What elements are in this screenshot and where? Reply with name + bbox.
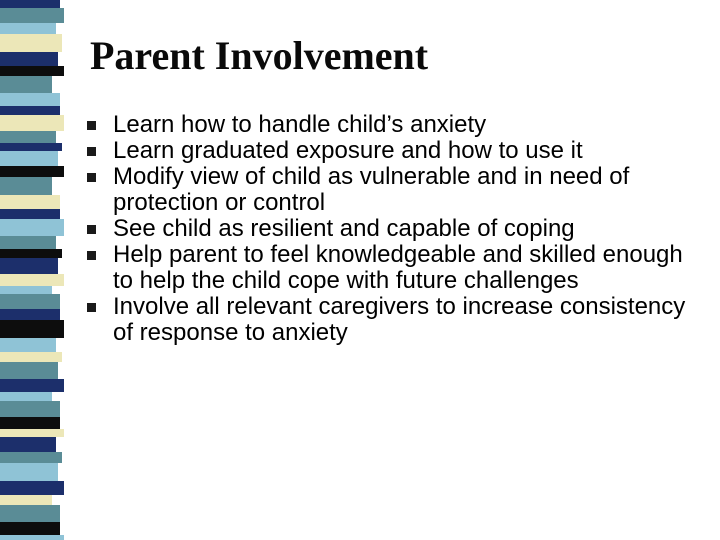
bullet-text: See child as resilient and capable of coping bbox=[113, 215, 575, 242]
decorative-side-stripes bbox=[0, 0, 64, 540]
decorative-stripe bbox=[0, 495, 52, 505]
decorative-stripe bbox=[0, 236, 56, 249]
decorative-stripe bbox=[0, 362, 58, 379]
bullet-item bbox=[85, 112, 695, 138]
bullet-text: Learn graduated exposure and how to use it bbox=[113, 137, 583, 164]
decorative-stripe bbox=[0, 106, 60, 115]
decorative-stripe bbox=[0, 34, 62, 52]
decorative-stripe bbox=[0, 392, 52, 401]
decorative-stripe bbox=[0, 131, 56, 143]
decorative-stripe bbox=[0, 166, 64, 177]
decorative-stripe bbox=[0, 379, 64, 392]
square-bullet-icon bbox=[87, 147, 96, 156]
decorative-stripe bbox=[0, 52, 58, 66]
decorative-stripe bbox=[0, 274, 64, 286]
decorative-stripe bbox=[0, 23, 56, 34]
bullet-text: Modify view of child as vulnerable and in need of protection or control bbox=[113, 163, 630, 216]
decorative-stripe bbox=[0, 320, 64, 338]
bullet-item bbox=[85, 164, 695, 216]
square-bullet-icon bbox=[87, 225, 96, 234]
decorative-stripe bbox=[0, 417, 60, 429]
bullet-list bbox=[85, 112, 695, 346]
decorative-stripe bbox=[0, 429, 64, 437]
decorative-stripe bbox=[0, 505, 60, 522]
decorative-stripe bbox=[0, 93, 60, 106]
square-bullet-icon bbox=[87, 303, 96, 312]
decorative-stripe bbox=[0, 219, 64, 236]
decorative-stripe bbox=[0, 437, 56, 452]
decorative-stripe bbox=[0, 401, 60, 417]
decorative-stripe bbox=[0, 151, 58, 166]
bullet-text: Involve all relevant caregivers to increase consistency of response to anxiety bbox=[113, 293, 686, 346]
decorative-stripe bbox=[0, 338, 56, 352]
decorative-stripe bbox=[0, 535, 64, 540]
decorative-stripe bbox=[0, 143, 62, 151]
decorative-stripe bbox=[0, 115, 64, 131]
decorative-stripe bbox=[0, 294, 60, 309]
decorative-stripe bbox=[0, 8, 64, 23]
slide-title: Parent Involvement bbox=[90, 33, 429, 78]
decorative-stripe bbox=[0, 452, 62, 463]
bullet-item bbox=[85, 242, 695, 294]
decorative-stripe bbox=[0, 195, 60, 209]
decorative-stripe bbox=[0, 481, 64, 495]
decorative-stripe bbox=[0, 463, 58, 481]
bullet-item bbox=[85, 138, 695, 164]
decorative-stripe bbox=[0, 522, 60, 535]
bullet-item bbox=[85, 294, 695, 346]
square-bullet-icon bbox=[87, 173, 96, 182]
decorative-stripe bbox=[0, 249, 62, 258]
decorative-stripe bbox=[0, 309, 60, 320]
decorative-stripe bbox=[0, 0, 60, 8]
decorative-stripe bbox=[0, 352, 62, 362]
square-bullet-icon bbox=[87, 121, 96, 130]
decorative-stripe bbox=[0, 209, 60, 219]
decorative-stripe bbox=[0, 66, 64, 76]
decorative-stripe bbox=[0, 258, 58, 274]
decorative-stripe bbox=[0, 286, 52, 294]
decorative-stripe bbox=[0, 76, 52, 93]
decorative-stripe bbox=[0, 177, 52, 195]
bullet-item bbox=[85, 216, 695, 242]
bullet-text: Help parent to feel knowledgeable and skilled enough to help the child cope with future challenges bbox=[113, 241, 683, 294]
bullet-text: Learn how to handle child’s anxiety bbox=[113, 111, 487, 138]
square-bullet-icon bbox=[87, 251, 96, 260]
